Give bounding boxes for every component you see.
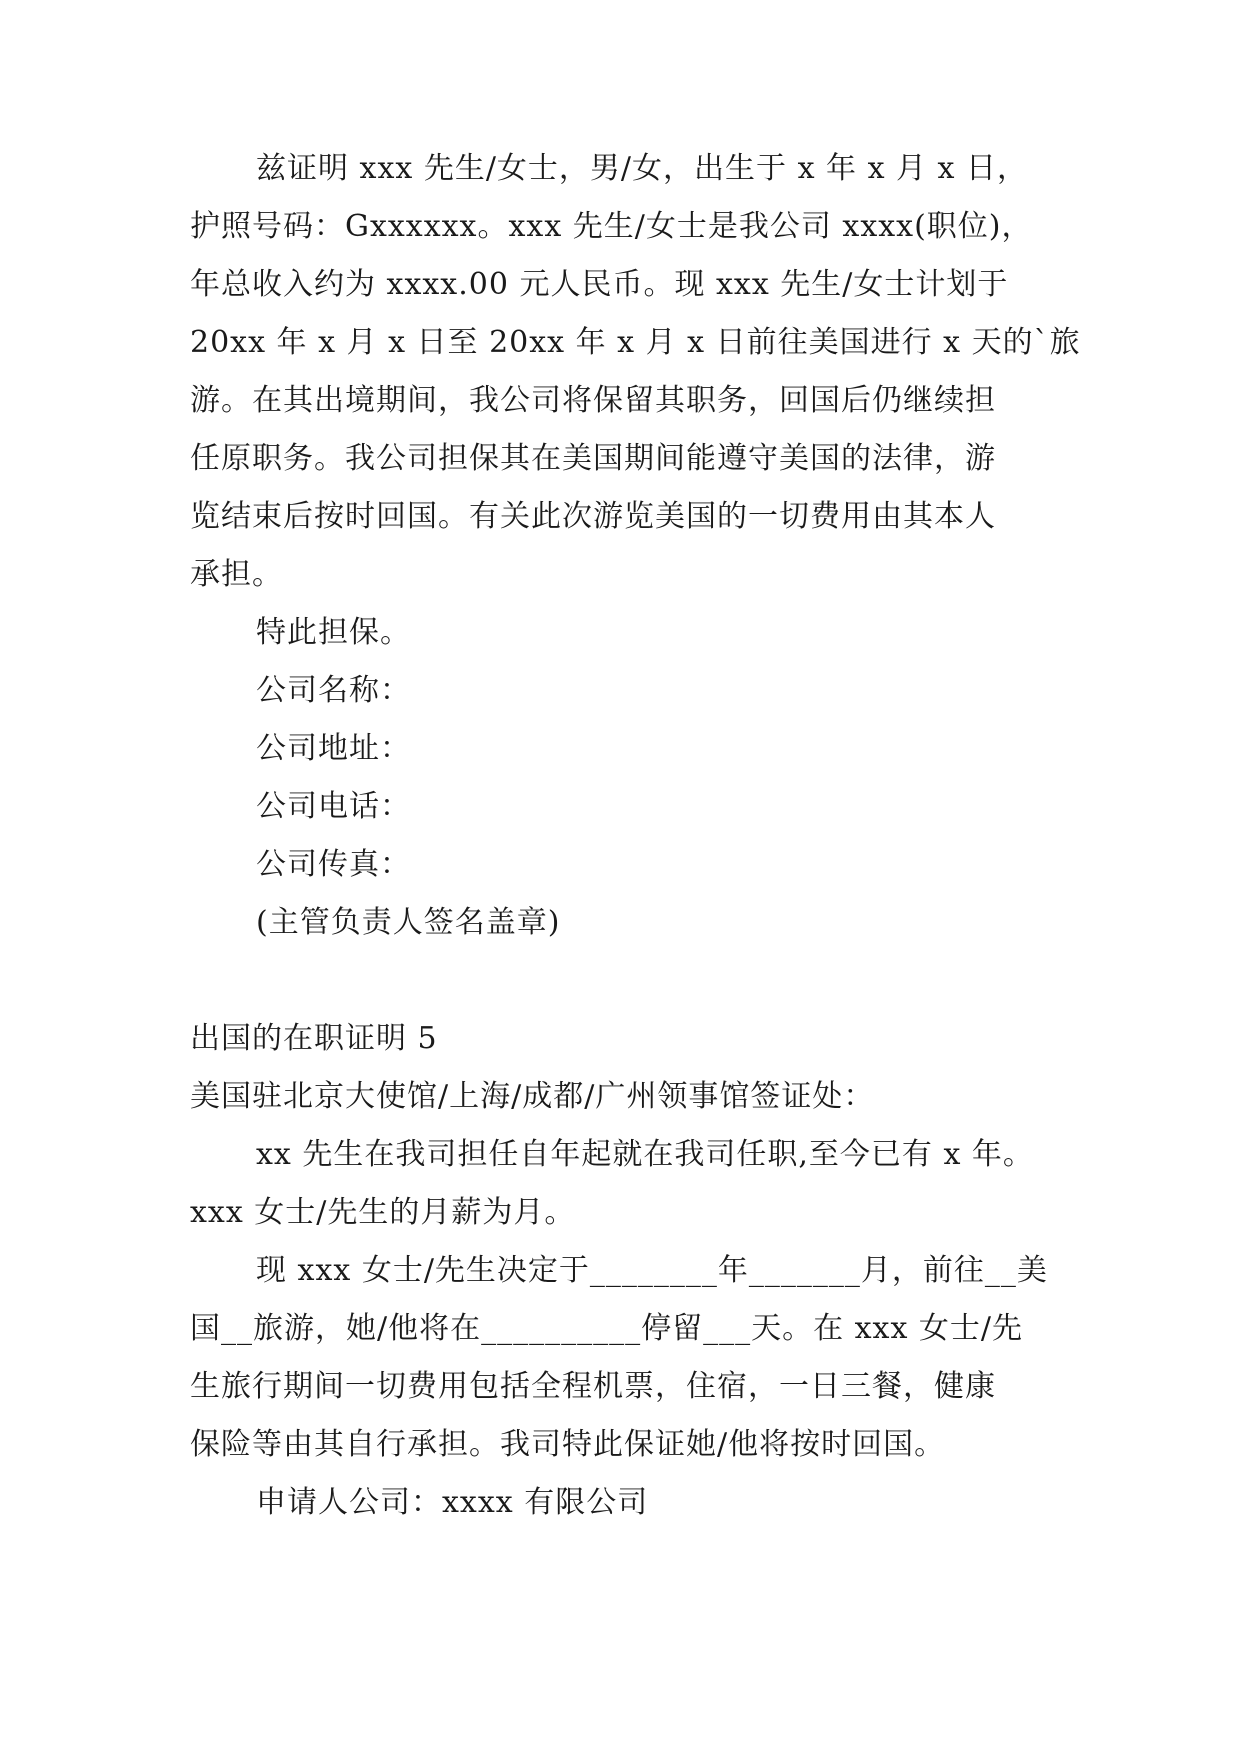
para1-line-1: xx 先生在我司担任自年起就在我司任职,至今已有 x 年。: [256, 1137, 1034, 1172]
signature-note: (主管负责人签名盖章): [256, 905, 561, 940]
para2-line-3: 生旅行期间一切费用包括全程机票，住宿，一日三餐，健康: [190, 1369, 996, 1404]
body-line-6: 任原职务。我公司担保其在美国期间能遵守美国的法律，游: [190, 441, 996, 476]
company-phone-label: 公司电话：: [256, 789, 411, 824]
company-address-label: 公司地址：: [256, 731, 411, 766]
body-line-1: 兹证明 xxx 先生/女士，男/女，出生于 x 年 x 月 x 日，: [256, 151, 1029, 186]
body-line-5: 游。在其出境期间，我公司将保留其职务，回国后仍继续担: [190, 383, 996, 418]
company-fax-label: 公司传真：: [256, 847, 411, 882]
section-title: 出国的在职证明 5: [190, 1021, 438, 1056]
body-line-7: 览结束后按时回国。有关此次游览美国的一切费用由其本人: [190, 499, 996, 534]
body-line-8: 承担。: [190, 557, 283, 592]
para2-line-1: 现 xxx 女士/先生决定于________年_______月，前往__美: [256, 1253, 1048, 1288]
body-line-2: 护照号码：Gxxxxxx。xxx 先生/女士是我公司 xxxx(职位)，: [190, 209, 1033, 244]
para2-line-4: 保险等由其自行承担。我司特此保证她/他将按时回国。: [190, 1427, 946, 1462]
para1-line-2: xxx 女士/先生的月薪为月。: [190, 1195, 576, 1230]
company-name-label: 公司名称：: [256, 673, 411, 708]
para2-line-2: 国__旅游，她/他将在__________停留___天。在 xxx 女士/先: [190, 1311, 1024, 1346]
body-line-3: 年总收入约为 xxxx.00 元人民币。现 xxx 先生/女士计划于: [190, 267, 1009, 302]
body-line-4: 20xx 年 x 月 x 日至 20xx 年 x 月 x 日前往美国进行 x 天的`旅: [190, 325, 1081, 360]
guarantee-text: 特此担保。: [256, 615, 411, 650]
applicant-company: 申请人公司：xxxx 有限公司: [256, 1485, 649, 1520]
addressee: 美国驻北京大使馆/上海/成都/广州领事馆签证处：: [190, 1079, 875, 1114]
